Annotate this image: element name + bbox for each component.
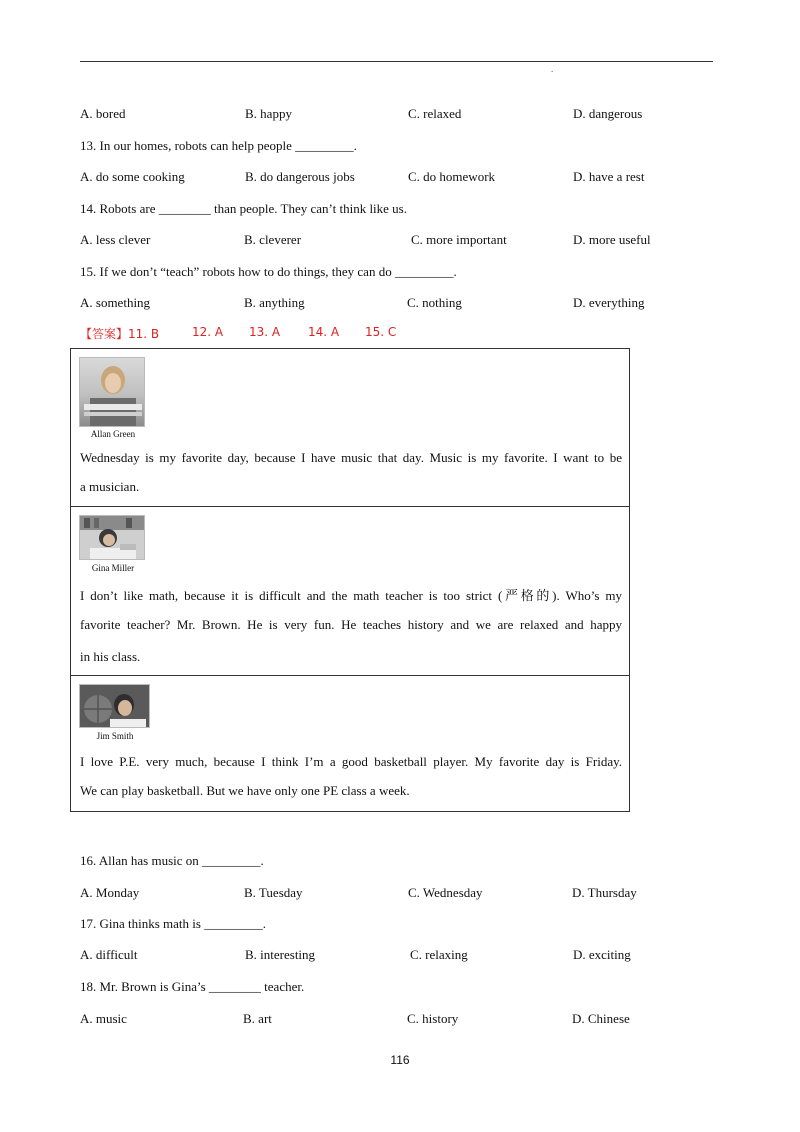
profile-photo — [79, 357, 145, 427]
q12-options — [0, 106, 800, 126]
q15-options — [0, 295, 800, 315]
header-dot: . — [551, 64, 554, 74]
q18-question: 18. Mr. Brown is Gina’s ________ teacher. — [80, 979, 305, 994]
q16-option-d: D. Thursday — [572, 885, 637, 900]
q13-options — [0, 169, 800, 189]
q14-option-a: A. less clever — [80, 232, 151, 247]
person-photo-icon — [80, 358, 145, 427]
q12-option-a: A. bored — [80, 106, 126, 121]
profile-text-line-2: We can play basketball. But we have only one PE class a week. — [80, 783, 410, 798]
profile-card-gina — [70, 506, 630, 676]
person-photo-icon — [80, 685, 150, 728]
profile-name: Gina Miller — [91, 563, 135, 573]
q12-option-d: D. dangerous — [573, 106, 643, 121]
profile-text-line-3: in his class. — [80, 649, 141, 664]
q16-option-b: B. Tuesday — [244, 885, 303, 900]
q18-options — [0, 1011, 800, 1031]
q12-option-b: B. happy — [245, 106, 292, 121]
q15-question: 15. If we don’t “teach” robots how to do things, they can do _________. — [80, 264, 457, 279]
q15-option-b: B. anything — [244, 295, 305, 310]
answer-12: 12. A — [192, 325, 224, 339]
q16-question: 16. Allan has music on _________. — [80, 853, 264, 868]
answer-13: 13. A — [249, 325, 281, 339]
q17-option-d: D. exciting — [573, 947, 631, 962]
q14-options — [0, 232, 800, 252]
answer-15: 15. C — [365, 325, 397, 339]
profile-photo — [79, 684, 150, 728]
profile-card-jim — [70, 675, 630, 812]
q15-option-c: C. nothing — [407, 295, 462, 310]
q17-option-c: C. relaxing — [410, 947, 468, 962]
q15-option-a: A. something — [80, 295, 151, 310]
profile-text-line-2: a musician. — [80, 479, 140, 494]
q18-option-b: B. art — [243, 1011, 272, 1026]
page-number: 116 — [390, 1053, 410, 1067]
q14-option-b: B. cleverer — [244, 232, 302, 247]
q13-option-b: B. do dangerous jobs — [245, 169, 355, 184]
q16-option-a: A. Monday — [80, 885, 140, 900]
q12-option-c: C. relaxed — [408, 106, 462, 121]
q14-option-d: D. more useful — [573, 232, 651, 247]
q13-option-d: D. have a rest — [573, 169, 645, 184]
profile-card-allan — [70, 348, 630, 507]
header-rule — [80, 61, 713, 62]
profile-text-line-1: I love P.E. very much, because I think I’m a good basketball player. My favorite day is Friday. — [80, 754, 622, 769]
q14-option-c: C. more important — [411, 232, 507, 247]
q14-question: 14. Robots are ________ than people. They can’t think like us. — [80, 201, 407, 216]
q18-option-d: D. Chinese — [572, 1011, 630, 1026]
q16-option-c: C. Wednesday — [408, 885, 483, 900]
q17-options — [0, 947, 800, 967]
profile-name: Allan Green — [90, 429, 136, 439]
profile-text-line-1: I don’t like math, because it is difficult and the math teacher is too strict (严格的). Who’s my — [80, 588, 622, 603]
q13-option-c: C. do homework — [408, 169, 496, 184]
profile-text-line-1: Wednesday is my favorite day, because I have music that day. Music is my favorite. I want to be — [80, 450, 622, 465]
q18-option-c: C. history — [407, 1011, 459, 1026]
q17-question: 17. Gina thinks math is _________. — [80, 916, 266, 931]
person-photo-icon — [80, 516, 145, 560]
q16-options — [0, 885, 800, 905]
answer-14: 14. A — [308, 325, 340, 339]
profile-photo — [79, 515, 145, 560]
q13-option-a: A. do some cooking — [80, 169, 185, 184]
q15-option-d: D. everything — [573, 295, 645, 310]
q17-option-b: B. interesting — [245, 947, 316, 962]
q18-option-a: A. music — [80, 1011, 127, 1026]
q13-question: 13. In our homes, robots can help people _________. — [80, 138, 357, 153]
answer-key-label: 【答案】11. B — [80, 327, 160, 341]
q17-option-a: A. difficult — [80, 947, 138, 962]
profile-name: Jim Smith — [96, 731, 134, 741]
profile-text-line-2: favorite teacher? Mr. Brown. He is very fun. He teaches history and we are relaxed and happy — [80, 617, 622, 632]
